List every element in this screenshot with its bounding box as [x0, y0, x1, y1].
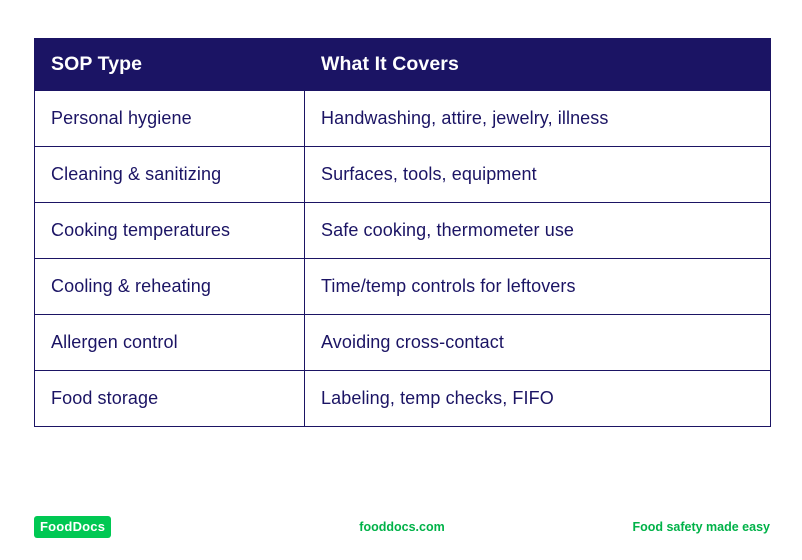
table-row [35, 371, 771, 427]
table-row [35, 147, 771, 203]
table-row [35, 91, 771, 147]
cell-what-it-covers: Labeling, temp checks, FIFO [305, 371, 771, 427]
table-row [35, 203, 771, 259]
cell-sop-type: Cleaning & sanitizing [35, 147, 305, 203]
table-header-row [35, 39, 771, 91]
table-row [35, 259, 771, 315]
cell-what-it-covers: Handwashing, attire, jewelry, illness [305, 91, 771, 147]
cell-what-it-covers: Time/temp controls for leftovers [305, 259, 771, 315]
footer-tagline: Food safety made easy [632, 520, 770, 534]
table-row [35, 315, 771, 371]
cell-sop-type: Personal hygiene [35, 91, 305, 147]
table-body [35, 91, 771, 427]
cell-sop-type: Allergen control [35, 315, 305, 371]
footer-website-link[interactable]: fooddocs.com [359, 520, 445, 534]
sop-table [34, 38, 771, 427]
cell-what-it-covers: Surfaces, tools, equipment [305, 147, 771, 203]
cell-sop-type: Cooking temperatures [35, 203, 305, 259]
fooddocs-logo: FoodDocs [34, 516, 111, 538]
table-header [35, 39, 771, 91]
cell-sop-type: Food storage [35, 371, 305, 427]
cell-sop-type: Cooling & reheating [35, 259, 305, 315]
column-header-what-it-covers: What It Covers [305, 39, 771, 91]
cell-what-it-covers: Safe cooking, thermometer use [305, 203, 771, 259]
sop-table-container [34, 38, 770, 427]
cell-what-it-covers: Avoiding cross-contact [305, 315, 771, 371]
column-header-sop-type: SOP Type [35, 39, 305, 91]
footer [34, 516, 770, 536]
